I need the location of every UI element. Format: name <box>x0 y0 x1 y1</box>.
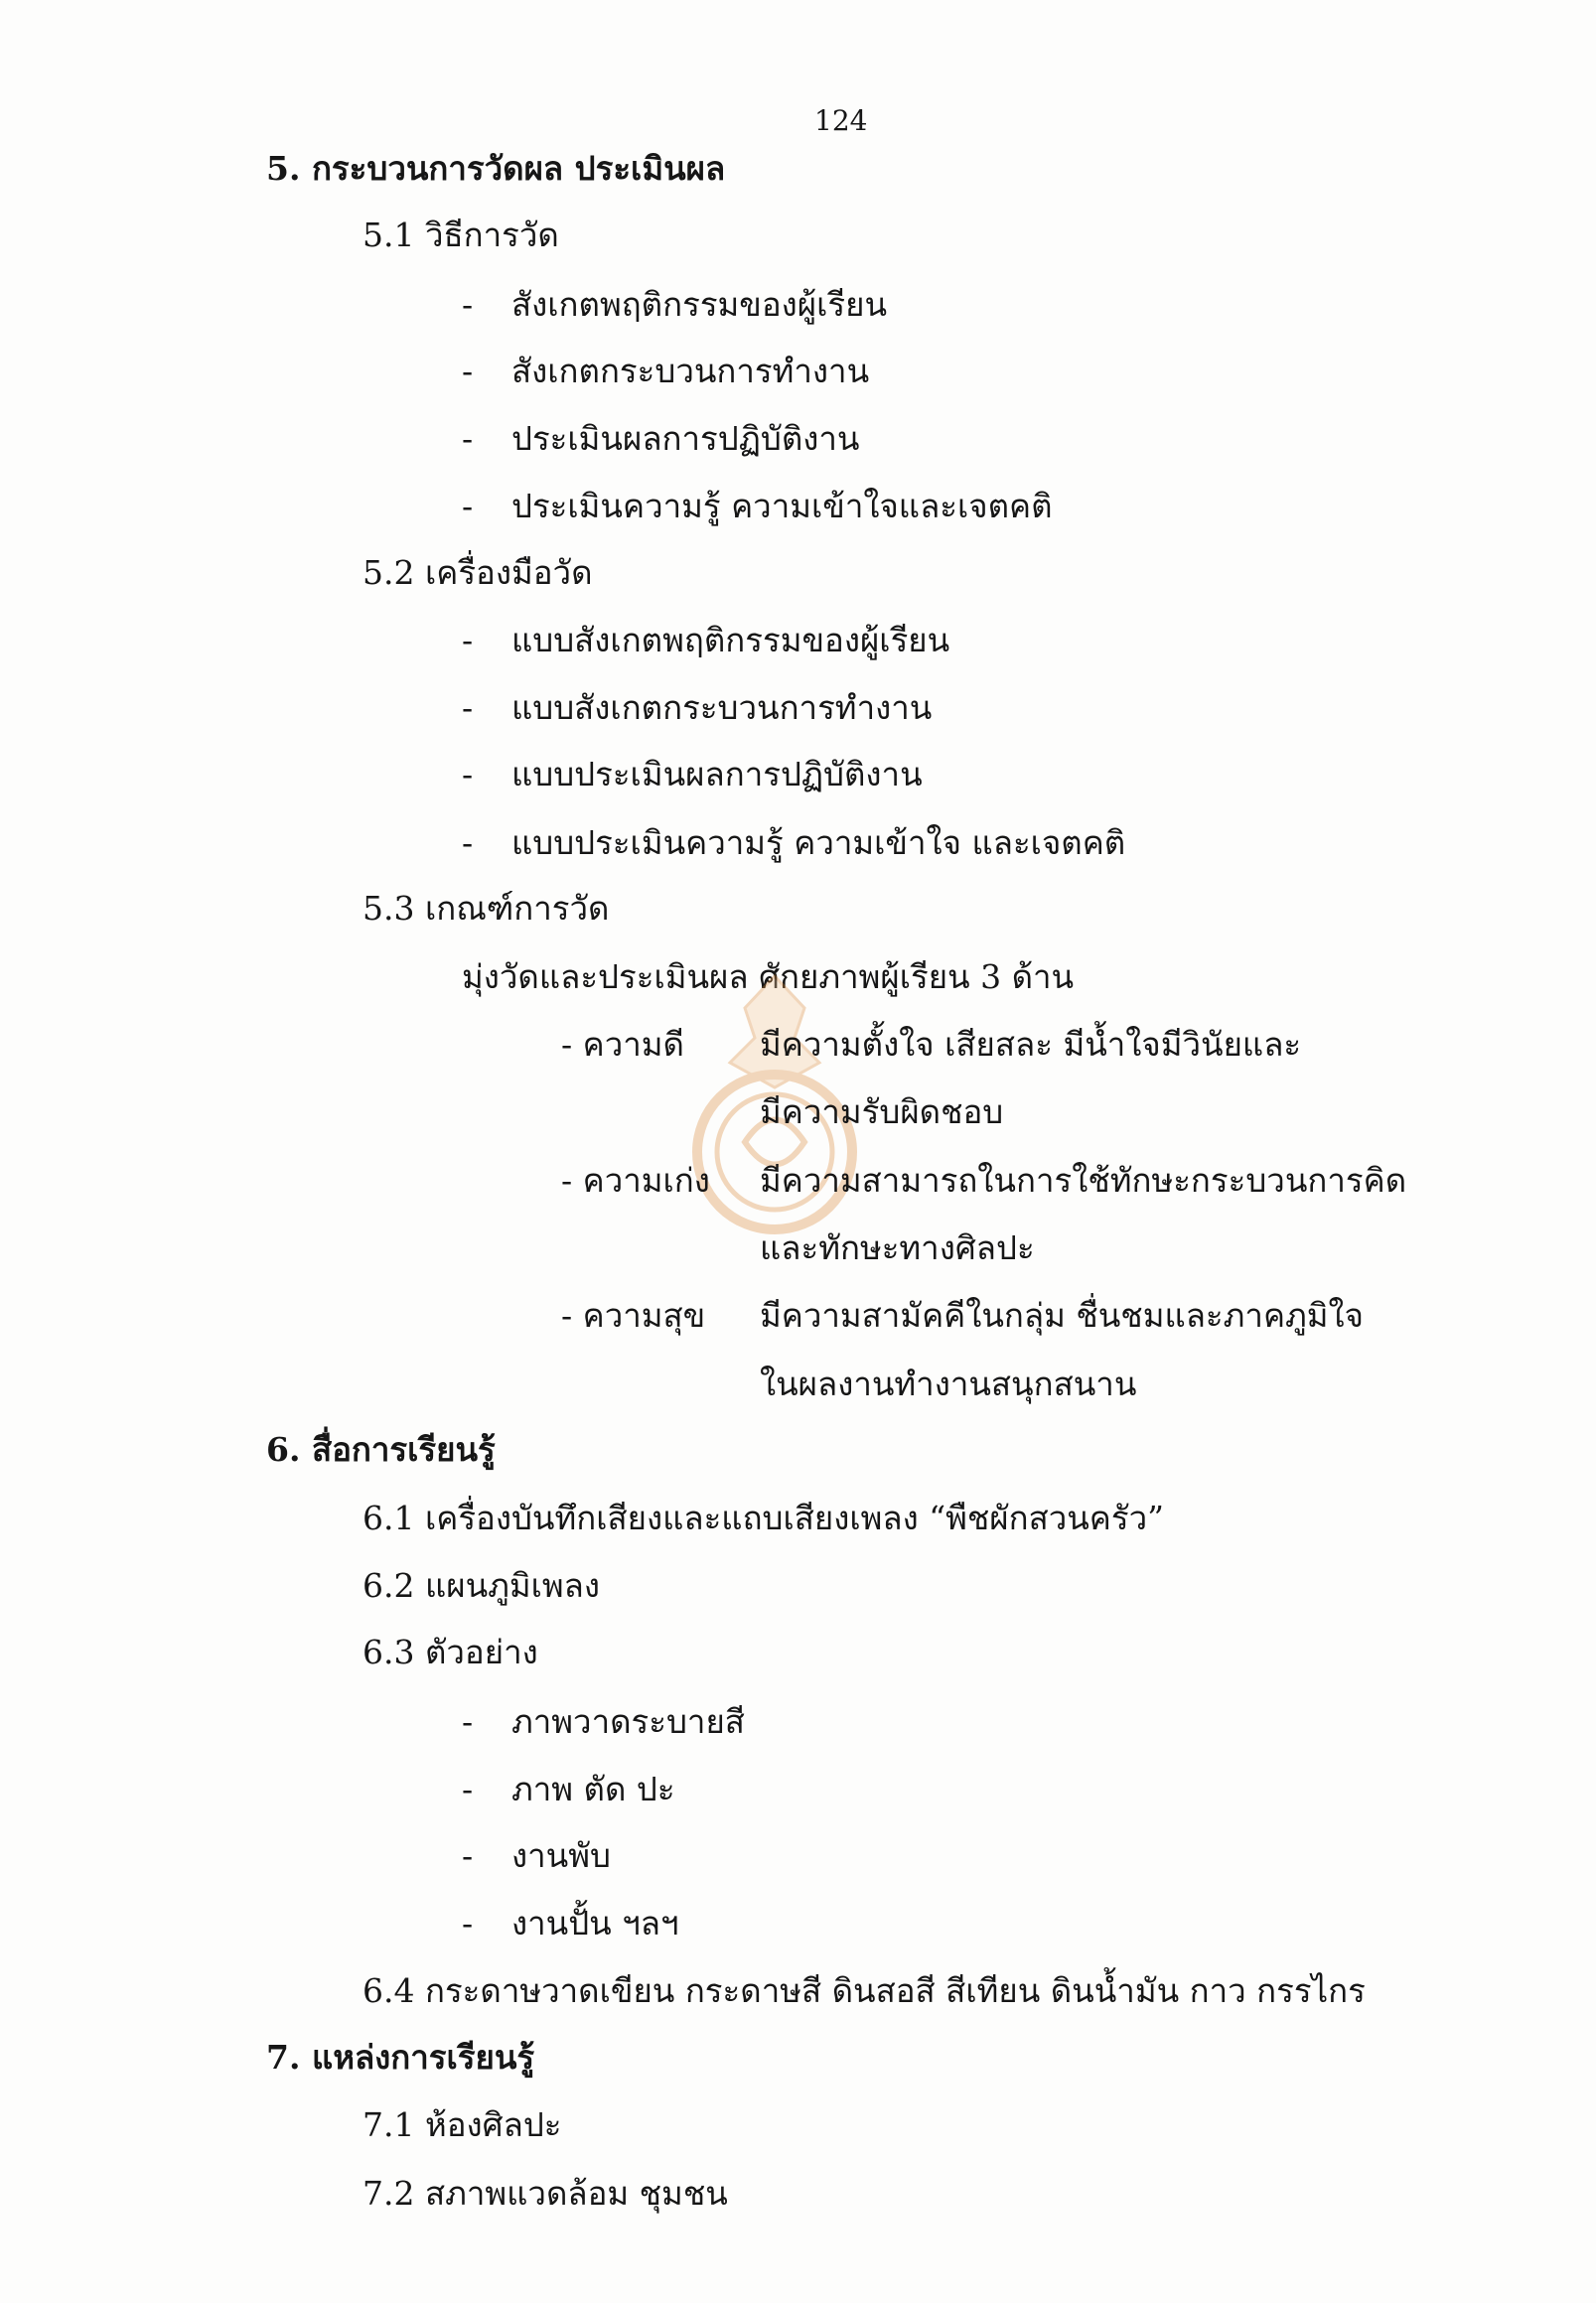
bullet-dash: - <box>462 755 474 793</box>
subsection-6-3-title: 6.3 ตัวอย่าง <box>363 1633 538 1671</box>
criterion-description: ในผลงานทำงานสนุกสนาน <box>760 1365 1137 1403</box>
subsection-7-2: 7.2 สภาพแวดล้อม ชุมชน <box>363 2174 728 2213</box>
list-item: ภาพ ตัด ปะ <box>511 1770 675 1808</box>
bullet-dash: - <box>462 285 474 324</box>
criterion-label-skill: - ความเก่ง <box>561 1161 710 1200</box>
list-item: ประเมินความรู้ ความเข้าใจและเจตคติ <box>511 487 1053 525</box>
list-item: แบบประเมินผลการปฏิบัติงาน <box>511 755 923 793</box>
list-item: งานพับ <box>511 1836 611 1875</box>
subsection-6-1: 6.1 เครื่องบันทึกเสียงและแถบเสียงเพลง “พืชผักสวนครัว” <box>363 1499 1165 1537</box>
criterion-label-happiness: - ความสุข <box>561 1296 706 1335</box>
list-item: สังเกตกระบวนการทำงาน <box>511 352 870 390</box>
list-item: สังเกตพฤติกรรมของผู้เรียน <box>511 285 888 324</box>
subsection-5-3-title: 5.3 เกณฑ์การวัด <box>363 889 610 928</box>
bullet-dash: - <box>462 1770 474 1808</box>
section-5-heading: 5. กระบวนการวัดผล ประเมินผล <box>266 149 726 188</box>
list-item: แบบประเมินความรู้ ความเข้าใจ และเจตคติ <box>511 823 1126 862</box>
bullet-dash: - <box>462 621 474 659</box>
bullet-dash: - <box>462 688 474 727</box>
bullet-dash: - <box>462 1836 474 1875</box>
bullet-dash: - <box>462 1702 474 1741</box>
subsection-7-1: 7.1 ห้องศิลปะ <box>363 2105 562 2144</box>
subsection-6-2: 6.2 แผนภูมิเพลง <box>363 1566 601 1605</box>
bullet-dash: - <box>462 419 474 458</box>
criterion-label-good: - ความดี <box>561 1025 684 1064</box>
criteria-intro: มุ่งวัดและประเมินผล ศักยภาพผู้เรียน 3 ด้าน <box>462 957 1075 996</box>
criterion-description: และทักษะทางศิลปะ <box>760 1228 1035 1267</box>
subsection-5-1-title: 5.1 วิธีการวัด <box>363 216 559 254</box>
bullet-dash: - <box>462 487 474 525</box>
section-6-heading: 6. สื่อการเรียนรู้ <box>266 1430 496 1469</box>
criterion-description: มีความสามารถในการใช้ทักษะกระบวนการคิด <box>760 1161 1407 1200</box>
subsection-5-2-title: 5.2 เครื่องมือวัด <box>363 553 593 592</box>
criterion-description: มีความตั้งใจ เสียสละ มีน้ำใจมีวินัยและ <box>760 1025 1302 1064</box>
bullet-dash: - <box>462 1904 474 1943</box>
list-item: งานปั้น ฯลฯ <box>511 1904 679 1943</box>
list-item: ภาพวาดระบายสี <box>511 1702 745 1741</box>
subsection-6-4: 6.4 กระดาษวาดเขียน กระดาษสี ดินสอสี สีเทียน ดินน้ำมัน กาว กรรไกร <box>363 1971 1366 2010</box>
bullet-dash: - <box>462 352 474 390</box>
list-item: แบบสังเกตพฤติกรรมของผู้เรียน <box>511 621 950 659</box>
criterion-description: มีความรับผิดชอบ <box>760 1092 1004 1131</box>
page-number: 124 <box>814 104 868 137</box>
criterion-description: มีความสามัคคีในกลุ่ม ชื่นชมและภาคภูมิใจ <box>760 1296 1364 1335</box>
section-7-heading: 7. แหล่งการเรียนรู้ <box>266 2038 535 2077</box>
list-item: แบบสังเกตกระบวนการทำงาน <box>511 688 933 727</box>
list-item: ประเมินผลการปฏิบัติงาน <box>511 419 860 458</box>
bullet-dash: - <box>462 823 474 862</box>
